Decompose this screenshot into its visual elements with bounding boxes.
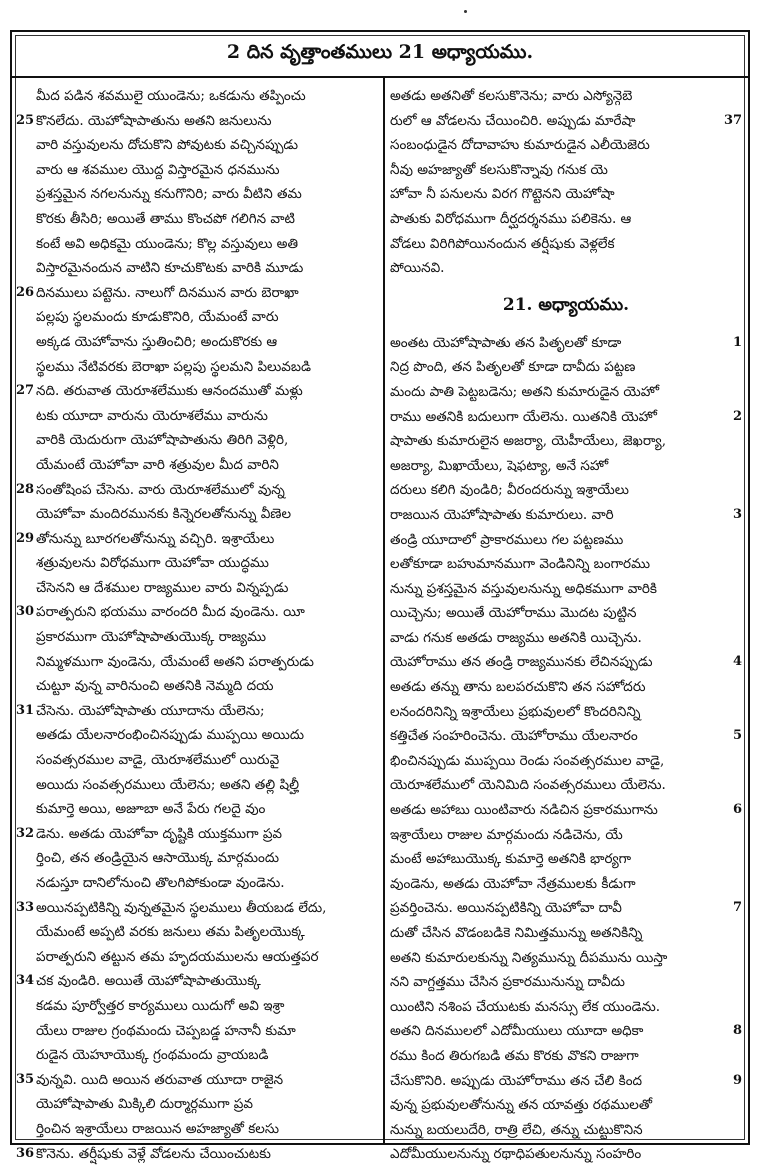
text-line [16, 84, 378, 109]
verse-text: కొనలేదు. యెహోషాపాతును అతని జనులును [36, 112, 272, 129]
verse-number: 26 [16, 284, 35, 300]
verse-text: వారికి యెదురుగా యెహోషాపాతును తిరిగి వెళ్లిరి, [36, 432, 289, 449]
verse-number [16, 871, 36, 896]
text-line [390, 872, 742, 897]
verse-number [724, 749, 742, 774]
verse-number [724, 207, 742, 232]
verse-text: నీవు అహజ్యాతో కలసుకొన్నావు గనుక యె [390, 161, 608, 178]
text-line [390, 1069, 742, 1094]
right-column [390, 84, 742, 1167]
page-title: 2 దిన వృత్తాంతములు 21 అధ్యాయము. [226, 40, 534, 63]
text-line [390, 823, 742, 848]
verse-text: యెహోవా మందిరమునకు కిన్నెరలతోనున్ను వీణెల [36, 506, 292, 523]
verse-text: వున్నవి. యిది అయిన తరువాత యూదా రాజైన [36, 1071, 284, 1088]
text-line [16, 650, 378, 675]
left-column [16, 84, 378, 1166]
verse-text: లనందరినిన్ని ఇశ్రాయేలు ప్రభువులలో కొందరినిన్ని [390, 703, 641, 720]
verse-number [724, 577, 742, 602]
verse-number: 31 [16, 702, 35, 718]
verse-number [724, 773, 742, 798]
verse-text: రాజయిన యెహోషాపాతు కుమారులు. వారి [390, 506, 614, 523]
chapter-heading-text: 21. అధ్యాయము. [502, 295, 630, 316]
verse-text: చేసెను. యెహోషాపాతు యూదాను యేలెను; [36, 702, 265, 719]
text-line [390, 970, 742, 995]
text-line [16, 773, 378, 798]
verse-text: కత్తిచేత సంహరించెను. యెహోరాము యేలనారం [390, 728, 638, 745]
text-line [390, 773, 742, 798]
text-line [16, 797, 378, 822]
text-line [390, 528, 742, 553]
verse-text: ఇశ్రాయేలు రాజుల మార్గమందు నడిచెను, యే [390, 826, 623, 843]
verse-text: అంతట యెహోషాపాతు తన పితృలతో కూడా [390, 334, 622, 351]
verse-number [16, 773, 36, 798]
text-line [16, 896, 378, 921]
verse-number: 30 [16, 604, 35, 620]
text-line [390, 700, 742, 725]
chapter-heading [390, 281, 742, 331]
verse-text: అయిదు సంవత్సరములు యేలెను; అతని తల్లి షిల్హీ [36, 776, 299, 793]
text-line [16, 723, 378, 748]
text-line [16, 748, 378, 773]
verse-number [16, 330, 36, 355]
text-line [390, 995, 742, 1020]
text-line [390, 133, 742, 158]
text-line [16, 846, 378, 871]
verse-number [16, 404, 36, 429]
text-line [390, 158, 742, 183]
verse-number [16, 502, 36, 527]
verse-text: పాతుకు విరోధముగా దీర్ఘదర్శనము పలికెను. ఆ [390, 210, 632, 227]
verse-text: మందు పాతి పెట్టబడెను; అతని కుమారుడైన యెహో [390, 383, 660, 400]
verse-number [724, 675, 742, 700]
verse-text: సంబంధుడైన దోదావాహు కుమారుడైన ఎలీయెజెరు [390, 137, 650, 154]
verse-text: హోవా నీ పనులను విరగ గొట్టెనని యెహోషా [390, 186, 615, 203]
text-line [390, 1142, 742, 1167]
text-line [390, 1019, 742, 1044]
text-line [16, 379, 378, 404]
verse-number [724, 1093, 742, 1118]
text-line [390, 650, 742, 675]
verse-number: 27 [16, 383, 35, 399]
page-header [12, 32, 748, 78]
verse-number [724, 1118, 742, 1143]
text-line [16, 600, 378, 625]
text-line [16, 920, 378, 945]
text-line [16, 969, 378, 994]
text-line [16, 945, 378, 970]
text-line [390, 109, 742, 134]
text-line [390, 921, 742, 946]
text-line [390, 577, 742, 602]
verse-text: వారి వస్తువులను దోచుకొని పోవుటకు వచ్చినప్పుడు [36, 137, 299, 154]
verse-text: యింటిని నశింప చేయుటకు మనస్సు లేక యుండెను. [390, 998, 661, 1015]
verse-text: లతోకూడా బహుమానముగా వెండినిన్ని బంగారము [390, 556, 651, 573]
verse-number [16, 133, 36, 158]
verse-text: అతడు అతనితో కలసుకొనెను; వారు ఎస్యోన్గెబె [390, 88, 633, 104]
text-line [390, 896, 742, 921]
verse-number: 37 [724, 112, 742, 128]
verse-number [724, 256, 742, 281]
verse-number [16, 207, 36, 232]
verse-text: నడుస్తూ దానిలోనుంచి తొలగిపోకుండా వుండెను. [36, 875, 285, 891]
verse-text: కొనెను. తర్షీషుకు వెళ్లే వోడలను చేయించుటకు [36, 1145, 271, 1162]
verse-number [16, 674, 36, 699]
verse-text: ఎదోమీయులనున్ను రథాధిపతులనున్ను సంహరిం [390, 1146, 642, 1163]
verse-number [724, 946, 742, 971]
verse-number [16, 723, 36, 748]
verse-text: యెహోరాము తన తండ్రి రాజ్యమునకు లేచినప్పుడు [390, 654, 653, 671]
verse-text: రము కింద తిరుగబడి తమ కొరకు వొకని రాజుగా [390, 1047, 639, 1064]
text-line [16, 502, 378, 527]
verse-number: 33 [16, 899, 35, 915]
verse-text: వుండెను, అతడు యెహోవా నేత్రములకు కీడుగా [390, 875, 636, 892]
verse-text: అతడు అహాబు యింటివారు నడిచిన ప్రకారముగాను [390, 802, 658, 819]
text-line [16, 1117, 378, 1142]
text-line [390, 454, 742, 479]
verse-text: దుతో చేసిన వొడంబడికె నిమిత్తమున్ను అతనికిన్ని [390, 925, 643, 941]
text-line [16, 453, 378, 478]
verse-text: ర్తించిన ఇశ్రాయేలు రాజయిన అహజ్యాతో కలసు [36, 1120, 279, 1137]
verse-text: అతడు తన్ను తాను బలపరచుకొని తన సహోదరు [390, 679, 646, 696]
verse-text: అతని కుమారులకున్ను నిత్యమున్ను దీపమును యిస్తా [390, 949, 668, 966]
text-line [390, 478, 742, 503]
text-line [16, 109, 378, 134]
text-line [16, 232, 378, 257]
verse-text: నని వాగ్దత్తము చేసిన ప్రకారమునున్ను దావీదు [390, 974, 625, 991]
verse-number: 25 [16, 112, 35, 128]
verse-text: యెహోషాపాతు మిక్కిలి దుర్మార్గముగా ప్రవ [36, 1096, 254, 1113]
verse-text: వున్న ప్రభువులతోనున్ను తన యావత్తు రథములతో [390, 1097, 653, 1114]
verse-number: 28 [16, 481, 35, 497]
verse-number [16, 846, 36, 871]
verse-text: రుడైన యెహూయొక్క గ్రంథమందు వ్రాయబడి [36, 1047, 269, 1064]
verse-number: 36 [16, 1145, 35, 1161]
verse-text: చేసుకొనిరి. అప్పుడు యెహోరాము తన చేలి కింద [390, 1072, 643, 1089]
verse-text: వారు ఆ శవముల యొద్ద విస్తారమైన ధనమును [36, 161, 280, 178]
verse-number [16, 1043, 36, 1068]
verse-number [724, 355, 742, 380]
verse-text: విస్తారమైనందున వాటిని కూచుకొటకు వారికి మూడు [36, 260, 304, 277]
verse-text: యిచ్చెను; అయితే యెహోరాము మొదట పుట్టిన [390, 605, 637, 622]
verse-number [724, 528, 742, 553]
verse-number [16, 797, 36, 822]
verse-text: ప్రవర్తించెను. అయినప్పటికిన్ని యెహోవా దావీ [390, 900, 622, 917]
verse-text: షాపాతు కుమారులైన అజర్యా, యెహీయేలు, జెఖర్యా, [390, 433, 666, 450]
text-line [390, 232, 742, 257]
right-column-top [390, 84, 742, 281]
verse-number [724, 232, 742, 257]
verse-number: 5 [732, 728, 742, 744]
text-line [390, 749, 742, 774]
text-line [16, 625, 378, 650]
text-line [16, 207, 378, 232]
verse-number: 35 [16, 1071, 35, 1087]
verse-text: టకు యూదా వారును యెరూశలేము వారును [36, 407, 268, 424]
verse-text: శత్రువులను విరోధముగా యెహోవా యుద్ధము [36, 555, 269, 572]
text-line [390, 182, 742, 207]
text-line [390, 256, 742, 281]
verse-text: రాము అతనికి బదులుగా యేలెను. యితనికి యెహో [390, 408, 657, 425]
verse-text: సంతోషింప చేసెను. వారు యెరూశలేములో వున్న [36, 481, 285, 498]
text-line [390, 355, 742, 380]
verse-text: యేమంటే అప్పటి వరకు జనులు తమ పితృలయొక్క [36, 924, 305, 941]
text-line [16, 871, 378, 896]
verse-text: ర్తించి, తన తండ్రియైన ఆసాయొక్క మార్గమందు [36, 850, 280, 867]
verse-text: అక్కడ యెహోవాను స్తుతించిరి; అందుకొరకు ఆ [36, 333, 278, 350]
verse-number [724, 84, 742, 109]
text-line [16, 478, 378, 503]
verse-text: ప్రశస్తమైన నగలనున్ను కనుగొనిరి; వారు వీటిని తమ [36, 186, 302, 203]
verse-number [16, 576, 36, 601]
verse-number [16, 625, 36, 650]
verse-number [724, 847, 742, 872]
text-line [390, 724, 742, 749]
verse-text: రులో ఆ వోడలను చేయించిరి. అప్పుడు మారేషా [390, 112, 636, 129]
text-line [390, 626, 742, 651]
verse-number [724, 552, 742, 577]
verse-text: చేసెనని ఆ దేశముల రాజ్యముల వారు విన్నప్పడు [36, 579, 289, 596]
verse-number [724, 182, 742, 207]
page-speck [464, 10, 467, 13]
verse-number [724, 823, 742, 848]
text-line [16, 355, 378, 380]
text-line [390, 946, 742, 971]
verse-number [16, 84, 36, 109]
verse-number: 32 [16, 825, 35, 841]
text-line [390, 1044, 742, 1069]
verse-text: అతని దినములలో ఎదోమీయులు యూదా అధికా [390, 1023, 644, 1040]
verse-text: మీద పడిన శవములై యుండెను; ఒకడును తప్పించు [36, 88, 306, 104]
text-line [16, 1019, 378, 1044]
text-line [390, 207, 742, 232]
text-line [16, 1142, 378, 1167]
verse-number [16, 158, 36, 183]
verse-text: తోనున్ను బూరగలతోనున్ను వచ్చిరి. ఇశ్రాయేలు [36, 530, 275, 547]
verse-text: వోడలు విరిగిపోయినందున తర్షీషుకు వెళ్లలేక [390, 235, 615, 252]
verse-number [16, 920, 36, 945]
verse-number [16, 182, 36, 207]
text-line [390, 552, 742, 577]
verse-number: 9 [732, 1072, 742, 1088]
text-line [16, 404, 378, 429]
text-line [390, 1118, 742, 1143]
text-line [390, 847, 742, 872]
verse-text: కడమ పూర్వోత్తర కార్యములు యిదుగో అవి ఇశ్రా [36, 997, 285, 1014]
verse-text: నున్ను ప్రశస్తమైన వస్తువులనున్ను అధికముగా వారికి [390, 580, 657, 597]
verse-number [724, 700, 742, 725]
text-line [390, 380, 742, 405]
text-line [390, 405, 742, 430]
page-frame [10, 30, 750, 1163]
verse-number: 29 [16, 530, 35, 546]
text-line [16, 674, 378, 699]
text-line [16, 1043, 378, 1068]
text-line [16, 281, 378, 306]
verse-number [724, 995, 742, 1020]
text-line [390, 503, 742, 528]
verse-number [16, 551, 36, 576]
verse-text: పరాత్పరుని భయము వారందరి మీద వుండెను. యీ [36, 604, 305, 621]
verse-number [16, 256, 36, 281]
verse-text: నిద్ర పొంది, తన పితృలతో కూడా దావీదు పట్టణ [390, 359, 636, 376]
verse-number [724, 601, 742, 626]
text-line [390, 429, 742, 454]
verse-text: కంటే అవి అధికమై యుండెను; కొల్ల వస్తువులు అతి [36, 235, 299, 252]
verse-text: యేమంటే యెహోవా వారి శత్రువుల మీద వారిని [36, 456, 279, 473]
verse-text: సంవత్సరముల వాడై, యెరూశలేములో యిరువై [36, 752, 280, 769]
verse-text: మంటే అహాబుయొక్క కుమార్తె అతనికి భార్యగా [390, 851, 632, 868]
verse-number [724, 454, 742, 479]
verse-number: 8 [732, 1023, 742, 1039]
text-line [16, 576, 378, 601]
verse-number [724, 872, 742, 897]
right-column-bottom [390, 331, 742, 1167]
verse-text: పరాత్పరుని తట్టున తమ హృదయములను ఆయత్తపర [36, 948, 319, 965]
verse-number [16, 428, 36, 453]
text-line [16, 305, 378, 330]
verse-number [724, 1044, 742, 1069]
verse-number [724, 921, 742, 946]
text-line [16, 994, 378, 1019]
text-line [16, 330, 378, 355]
verse-text: వాడు గనుక అతడు రాజ్యము అతనికి యిచ్చెను. [390, 629, 642, 646]
text-line [390, 1093, 742, 1118]
text-line [16, 1092, 378, 1117]
verse-text: చక వుండిరి. అయితే యెహోషాపాతుయొక్క [36, 973, 261, 990]
text-line [16, 551, 378, 576]
verse-number [724, 1142, 742, 1167]
verse-number [724, 158, 742, 183]
verse-text: అయినప్పటికిన్ని వున్నతమైన స్థలములు తీయబడ లేదు, [36, 899, 327, 916]
verse-number [724, 133, 742, 158]
verse-text: భించినప్పుడు ముప్పయి రెండు సంవత్సరముల వాడై, [390, 752, 665, 769]
text-line [390, 675, 742, 700]
verse-text: నున్ను బయలుదేరి, రాత్రి లేచి, తన్ను చుట్టుకొనిన [390, 1121, 643, 1138]
verse-number [16, 748, 36, 773]
verse-text: దరులు కలిగి వుండిరి; వీరందరున్ను ఇశ్రాయేలు [390, 482, 629, 499]
verse-number [16, 355, 36, 380]
verse-number [16, 1092, 36, 1117]
verse-number [16, 453, 36, 478]
text-line [16, 158, 378, 183]
verse-number [16, 945, 36, 970]
verse-number [16, 232, 36, 257]
text-line [390, 84, 742, 109]
text-line [16, 822, 378, 847]
text-line [390, 601, 742, 626]
text-line [390, 798, 742, 823]
verse-text: అతడు యేలనారంభించినప్పుడు ముప్పయి అయిదు [36, 727, 305, 744]
verse-text: అజర్యా, మిఖాయేలు, షెఫట్యా, అనే సహో [390, 457, 609, 474]
verse-number [16, 994, 36, 1019]
verse-text: యేలు రాజుల గ్రంథమందు చెప్పబడ్డ హనానీ కుమా [36, 1022, 296, 1039]
verse-number: 4 [732, 654, 742, 670]
verse-text: దినములు పట్టెను. నాలుగో దినమున వారు బెరాఖా [36, 284, 299, 301]
verse-number: 2 [732, 408, 742, 424]
verse-number [724, 626, 742, 651]
verse-text: నది. తరువాత యెరూశలేముకు ఆనందముతో మళ్లు [36, 383, 303, 400]
verse-text: యెరూశలేములో యెనిమిది సంవత్సరములు యేలెను. [390, 777, 666, 794]
text-line [16, 182, 378, 207]
verse-number [724, 478, 742, 503]
text-line [16, 527, 378, 552]
verse-number: 7 [732, 900, 742, 916]
text-line [16, 133, 378, 158]
verse-number [16, 1117, 36, 1142]
text-line [16, 1068, 378, 1093]
verse-number: 3 [732, 506, 742, 522]
verse-number: 34 [16, 973, 35, 989]
verse-text: స్థలము నేటివరకు బెరాఖా పల్లపు స్థలమని పిలువబడి [36, 358, 311, 375]
verse-text: పోయినవి. [390, 260, 445, 277]
verse-number [16, 305, 36, 330]
verse-text: తండ్రి యూదాలో ప్రాకారములు గల పట్టణము [390, 531, 624, 548]
text-line [16, 699, 378, 724]
verse-text: డెను. అతడు యెహోవా దృష్టికి యుక్తముగా ప్రవ [36, 825, 283, 842]
verse-text: నిమ్మళముగా వుండెను, యేమంటే అతని పరాత్పరుడు [36, 653, 314, 670]
text-line [16, 428, 378, 453]
verse-number: 6 [732, 802, 742, 818]
verse-number [16, 650, 36, 675]
text-line [390, 331, 742, 356]
verse-number [724, 970, 742, 995]
verse-number [724, 429, 742, 454]
verse-number: 1 [732, 334, 742, 350]
verse-number [724, 380, 742, 405]
verse-text: పల్లపు స్థలమందు కూడుకొనిరి, యేమంటే వారు [36, 309, 279, 326]
column-divider [383, 78, 385, 1143]
verse-number [16, 1019, 36, 1044]
text-line [16, 256, 378, 281]
verse-text: కొరకు తీసిరి; అయితే తాము కొంచపో గలిగిన వాటి [36, 210, 295, 227]
verse-text: కుమార్తె అయి, అజూబా అనే పేరు గలదై వుం [36, 801, 266, 818]
verse-text: చుట్టూ వున్న వారినుంచి అతనికి నెమ్మది దయ [36, 678, 274, 695]
verse-text: ప్రకారముగా యెహోషాపాతుయొక్క రాజ్యము [36, 629, 267, 646]
